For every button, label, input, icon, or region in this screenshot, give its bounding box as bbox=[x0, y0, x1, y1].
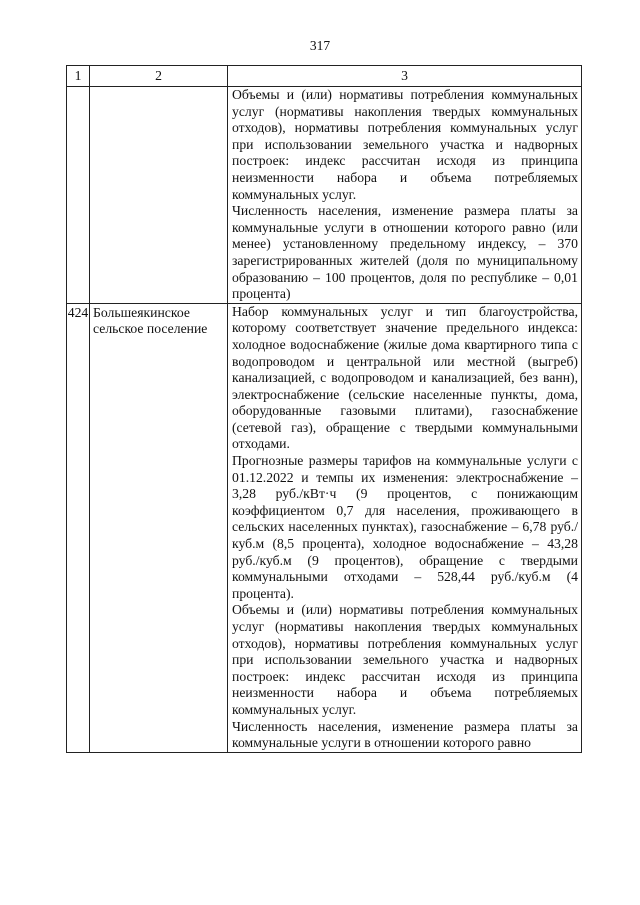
municipality-name: Большеякинское сельское поселение bbox=[90, 303, 228, 752]
row-number: 424 bbox=[67, 303, 90, 752]
row-description bbox=[228, 87, 582, 304]
paragraph: Объемы и (или) нормативы потребления коммунальных услуг (нормативы накопления твердых коммунальных отходов), нормативы потребления коммунальных услуг при использовании земельного участка и надворных построек: индекс рассчитан исходя из принципа неизменности набора и объема потребляемых коммунальных услуг. bbox=[232, 602, 578, 717]
header-col-2: 2 bbox=[90, 66, 228, 87]
table-header-row bbox=[67, 66, 582, 87]
paragraph: Прогнозные размеры тарифов на коммунальные услуги с 01.12.2022 и темпы их изменения: электроснабжение – 3,28 руб./кВт·ч (9 процентов, с понижающим коэффициентом 0,7 для населения, проживающего в сельских населенных пунктах), газоснабжение – 6,78 руб./куб.м (8,5 процента), холодное водоснабжение – 43,28 руб./куб.м (9 процентов), обращение с твердыми коммунальными отходами – 528,44 руб./куб.м (4 процента). bbox=[232, 453, 578, 601]
row-number bbox=[67, 87, 90, 304]
header-col-1: 1 bbox=[67, 66, 90, 87]
municipality-name bbox=[90, 87, 228, 304]
paragraph: Численность населения, изменение размера платы за коммунальные услуги в отношении которого равно bbox=[232, 718, 578, 751]
table-row bbox=[67, 87, 582, 304]
table-row bbox=[67, 303, 582, 752]
paragraph: Объемы и (или) нормативы потребления коммунальных услуг (нормативы накопления твердых коммунальных отходов), нормативы потребления коммунальных услуг при использовании земельного участка и надворных построек: индекс рассчитан исходя из принципа неизменности набора и объема потребляемых коммунальных услуг. bbox=[232, 87, 578, 202]
page-number: 317 bbox=[309, 38, 331, 53]
header-col-3: 3 bbox=[228, 66, 582, 87]
paragraph: Численность населения, изменение размера платы за коммунальные услуги в отношении которого равно (или менее) установленному предельному индексу, – 370 зарегистрированных жителей (доля по муниципальному образованию – 100 процентов, доля по республике – 0,01 процента) bbox=[232, 203, 578, 302]
tariff-table bbox=[66, 65, 582, 753]
row-description bbox=[228, 303, 582, 752]
paragraph: Набор коммунальных услуг и тип благоустройства, которому соответствует значение предельного индекса: холодное водоснабжение (жилые дома квартирного типа с водопроводом и центральной или местной (выгреб) канализацией, с водопроводом и канализацией, без ванн), электроснабжение (сельские населенные пункты, дома, оборудованные газовыми плитами), газоснабжение (сетевой газ), обращение с твердыми коммунальными отходами. bbox=[232, 303, 578, 452]
